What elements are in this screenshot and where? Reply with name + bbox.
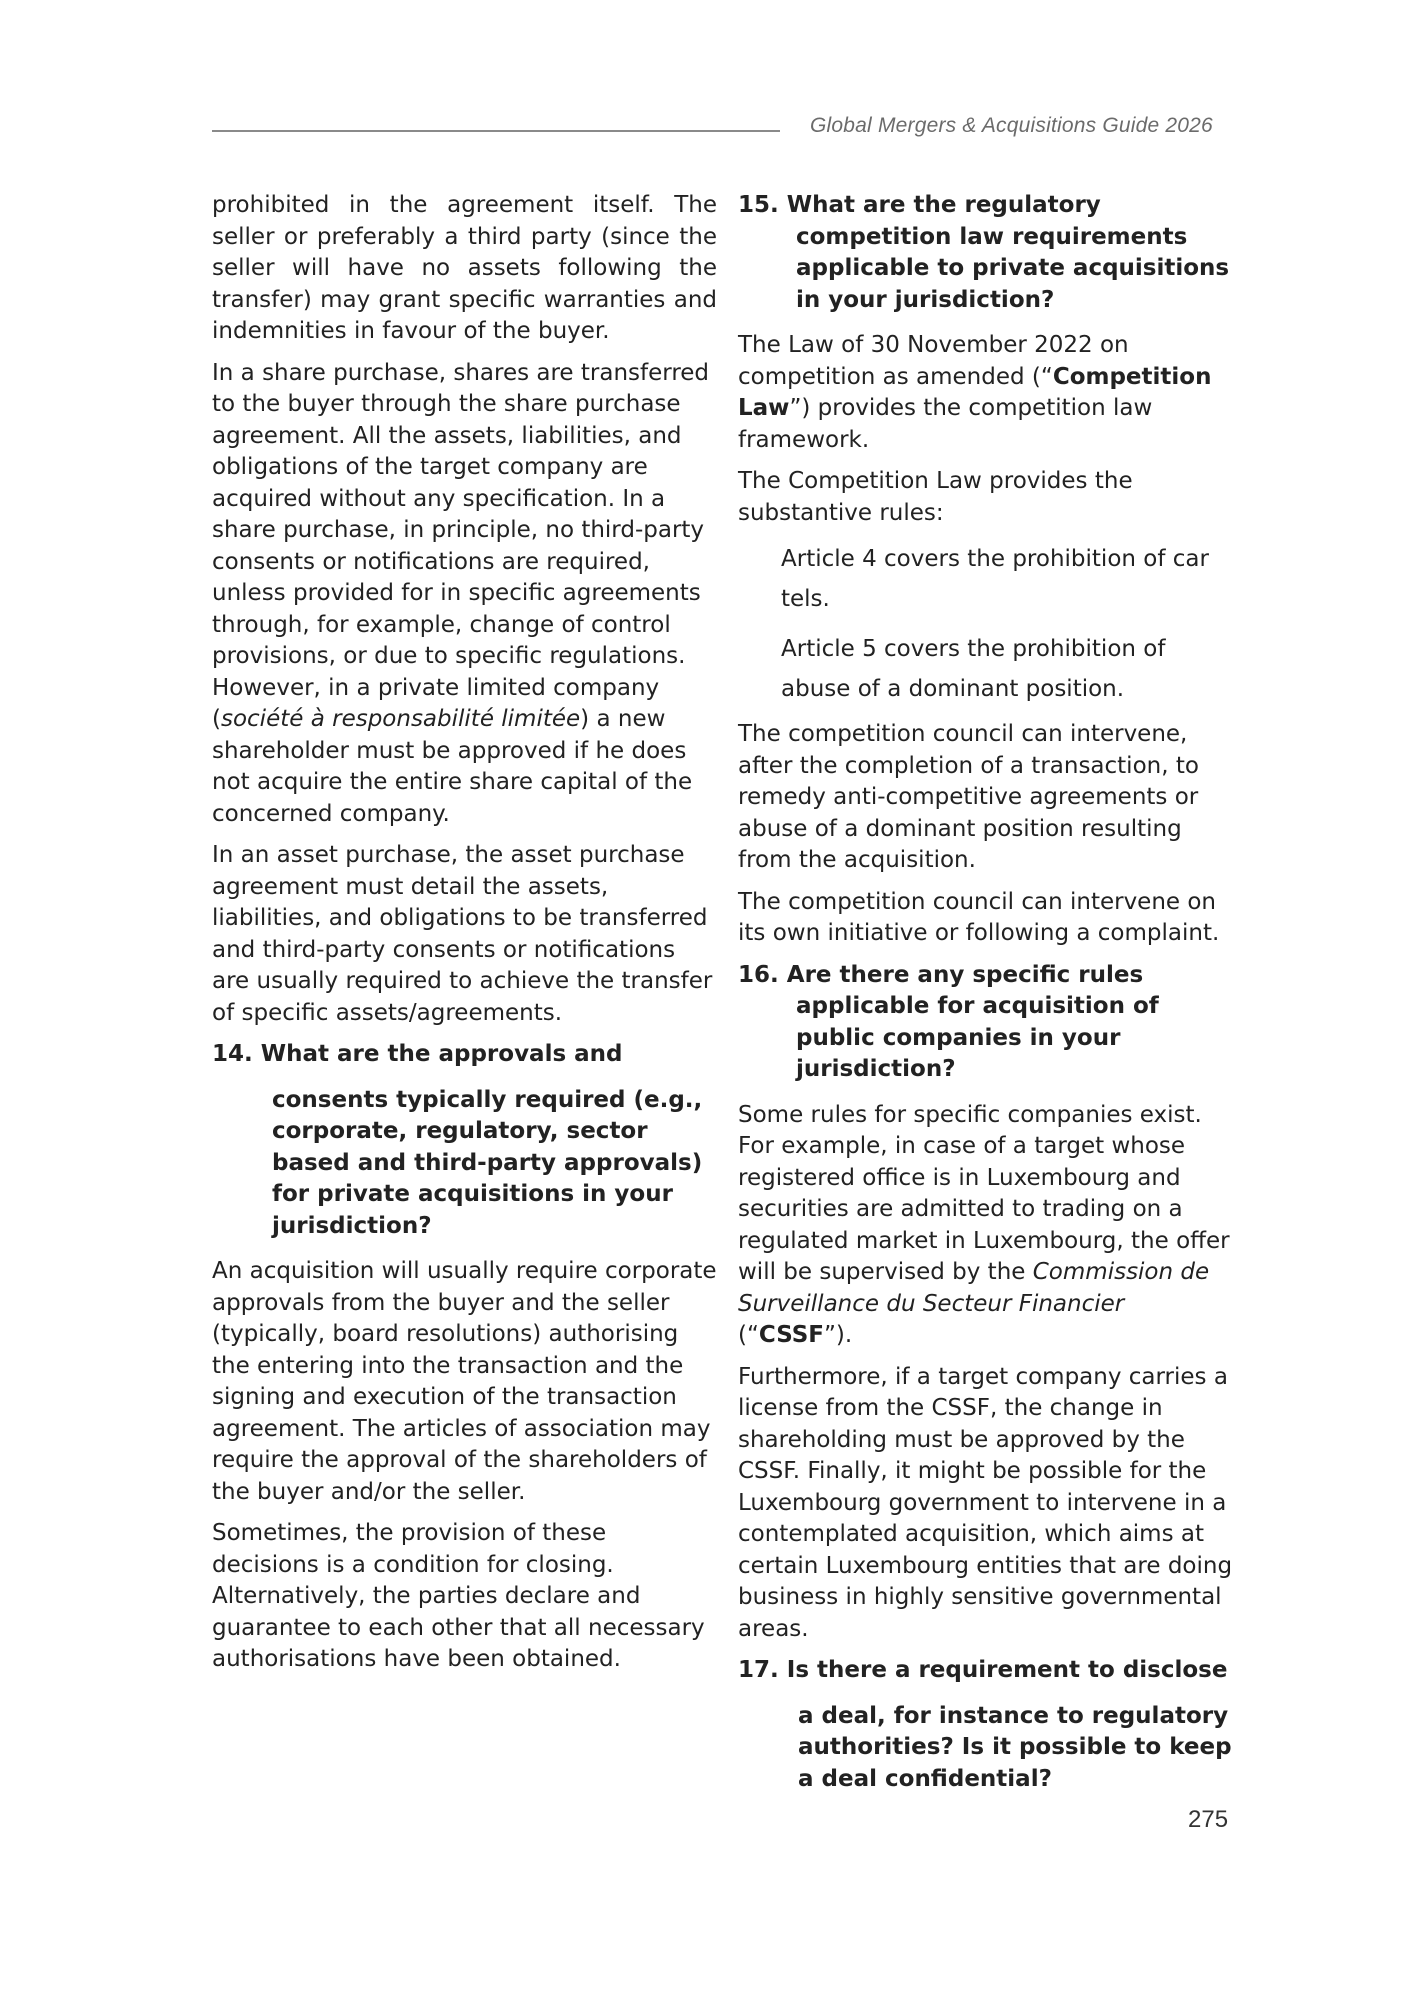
question-15-heading <box>738 190 1233 316</box>
question-number: 17. <box>738 1657 779 1683</box>
paragraph-cssf-license: Furthermore, if a target company carries a license from the CSSF, the change in shareholding must be approved by the CSSF. Finally, it might be possible for the Luxembourg government to intervene in a contemplated acquisition, which aims at certain Luxembourg entities that are doing business in highly sensitive governmental areas. <box>738 1363 1233 1642</box>
paragraph-text: The Law of 30 November 2022 on competition as amended (“ <box>738 332 1129 390</box>
italic-term: Commission de Surveillance du Secteur Financier <box>738 1259 1210 1317</box>
question-16-heading <box>738 960 1233 1086</box>
question-17-heading <box>738 1655 1233 1795</box>
question-continuation: applicable for acquisition of public companies in your jurisdiction? <box>796 993 1159 1082</box>
question-first-line: Is there a requirement to disclose <box>786 1657 1228 1683</box>
question-number: 14. <box>212 1041 253 1067</box>
rule-article-5: Article 5 covers the prohibition of abuse of a dominant position. <box>781 636 1166 702</box>
paragraph-closing-condition: Sometimes, the provision of these decisions is a condition for closing. Alternatively, the parties declare and guarantee to each other that all necessary authorisations have been obtained. <box>212 1520 705 1672</box>
question-first-line: What are the regulatory <box>786 192 1101 218</box>
question-first-line: Are there any specific rules <box>786 961 1144 988</box>
paragraph-substantive-rules: The Competition Law provides the substantive rules: <box>738 468 1133 526</box>
defined-term: Competition Law <box>738 363 1212 421</box>
defined-term: CSSF <box>758 1322 825 1348</box>
paragraph-share-purchase <box>212 358 717 831</box>
paragraph-asset-purchase: In an asset purchase, the asset purchase agreement must detail the assets, liabilities, and obligations to be transferred and third-party consents or notifications are usually required to achieve the transfer of specific assets/agreements. <box>212 842 713 1026</box>
paragraph-text: In a share purchase, shares are transferred to the buyer through the share purchase agreement. All the assets, liabilities, and obligations of the target company are acquired without any specification. In a share purchase, in principle, no third-party consents or notifications are required, unless provided for in specific agreements through, for example, change of control provisions, or due to specific regulations. However, in a private limited company ( <box>212 359 710 732</box>
left-column <box>212 190 717 1686</box>
question-first-line: What are the approvals and <box>260 1041 623 1067</box>
paragraph-council-initiative: The competition council can intervene on its own initiative or following a complaint. <box>738 888 1220 946</box>
rule-article-4: Article 4 covers the prohibition of car tels. <box>781 546 1209 612</box>
paragraph-competition-law <box>738 330 1233 456</box>
header-divider <box>212 130 780 132</box>
italic-term: société à responsabilité limitée <box>220 706 581 732</box>
question-continuation: consents typically required (e.g., corporate, regulatory, sector based and third-party approvals) for private acquisitions in your jurisdiction? <box>272 1086 703 1239</box>
paragraph-council-intervene: The competition council can intervene, after the completion of a transaction, to remedy anti-competitive agreements or abuse of a dominant position resulting from the acquisition. <box>738 721 1199 873</box>
paragraph-corporate-approvals: An acquisition will usually require corporate approvals from the buyer and the seller (typically, board resolutions) authorising the entering into the transaction and the signing and execution of the transaction agreement. The articles of association may require the approval of the shareholders of the buyer and/or the seller. <box>212 1258 717 1505</box>
question-continuation: competition law requirements applicable to private acquisitions in your jurisdiction? <box>796 223 1230 313</box>
paragraph-text: Some rules for specific companies exist. For example, in case of a target whose registered office is in Luxembourg and securities are admitted to trading on a regulated market in Luxembourg, the offer will be supervised by the <box>738 1101 1230 1285</box>
paragraph-text: ) a new shareholder must be approved if he does not acquire the entire share capital of the concerned company. <box>212 706 693 827</box>
paragraph-warranties: prohibited in the agreement itself. The seller or preferably a third party (since the seller will have no assets following the transfer) may grant specific warranties and indemnities in favour of the buyer. <box>212 192 717 344</box>
page-number: 275 <box>1188 1806 1229 1833</box>
question-continuation: a deal, for instance to regulatory authorities? Is it possible to keep a deal confidential? <box>798 1702 1232 1792</box>
paragraph-public-companies <box>738 1100 1233 1352</box>
paragraph-text: ”) provides the competition law framework. <box>738 395 1153 453</box>
question-14-heading <box>212 1039 717 1242</box>
question-number: 15. <box>738 192 779 218</box>
running-header-title: Global Mergers & Acquisitions Guide 2026 <box>810 114 1213 137</box>
right-column <box>738 190 1233 1809</box>
paragraph-text: (“ <box>738 1322 759 1348</box>
paragraph-text: ”). <box>824 1322 853 1348</box>
question-number: 16. <box>738 961 779 988</box>
